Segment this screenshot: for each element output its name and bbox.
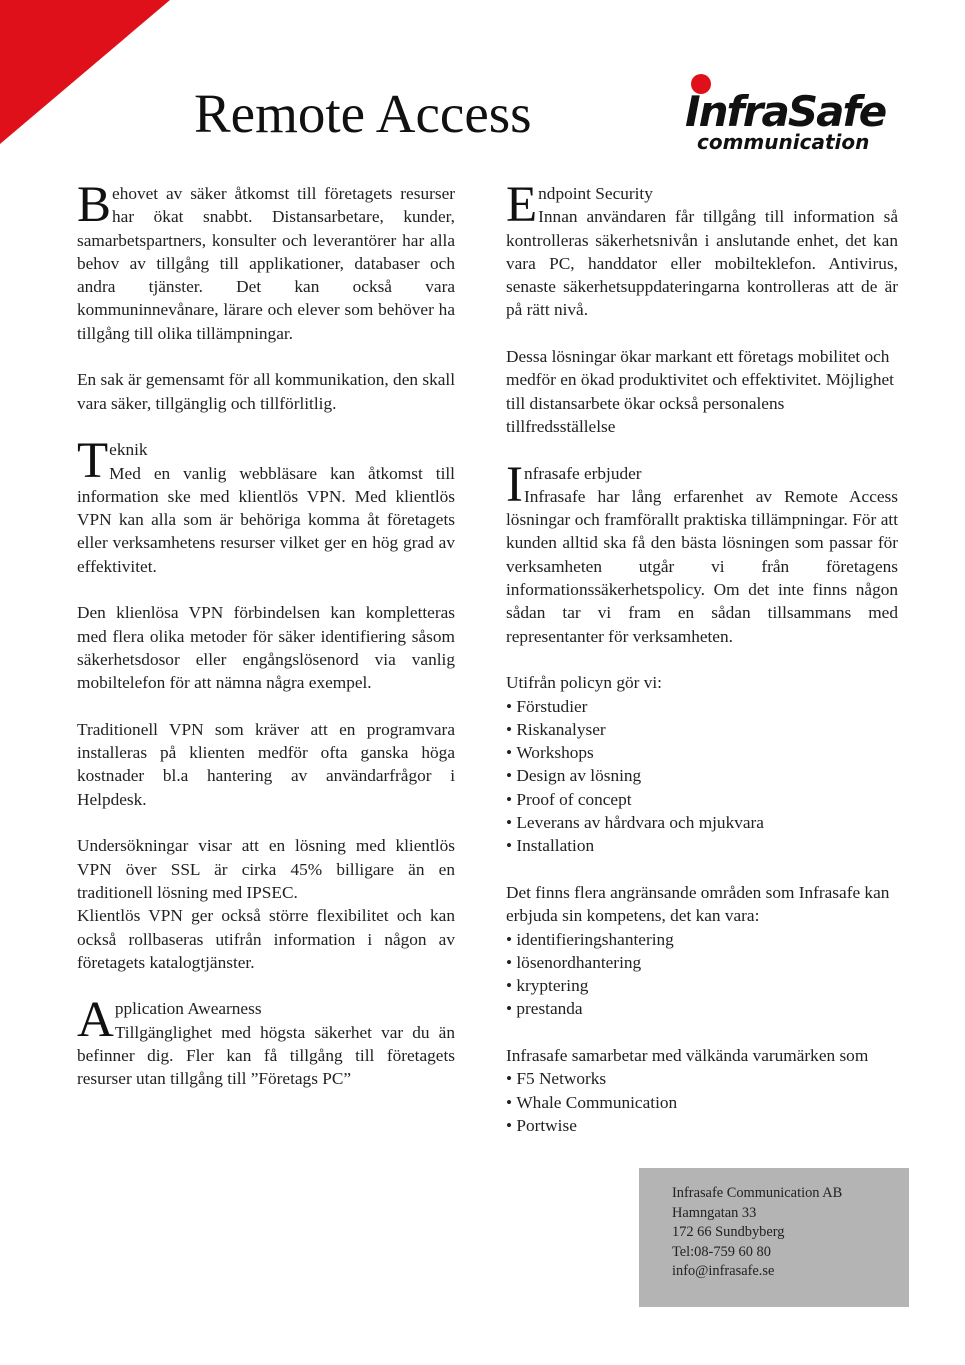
application-dropcap: A (77, 992, 114, 1049)
teknik-text: Med en vanlig webbläsare kan åtkomst till information ske med klientlös VPN. Med klientlös VPN kan alla som är behöriga komma åt företagets eller verksamhetens resurser vilket ger en hög grad av effektivitet. (77, 463, 455, 576)
contact-email[interactable]: info@infrasafe.se (672, 1263, 775, 1280)
undersokningar-text: Undersökningar visar att en lösning med klientlös VPN över SSL är cirka 45% billigare än en traditionell lösning med IPSEC. (77, 836, 455, 902)
list-item: • kryptering (506, 974, 898, 997)
infrasafe-dropcap: I (506, 456, 523, 513)
infrasafe-text: Infrasafe har lång erfarenhet av Remote Access lösningar och framförallt praktiska tillämpningar. För att kunden alltid ska få den bästa lösningen som passar för verksamheten utgår vi från företagens informationssäkerhetspolicy. Om det inte finns någon sådan tar vi fram en sådan tillsammans med representanter för verksamheten. (506, 486, 898, 646)
application-section (77, 992, 455, 1090)
list-item: • Whale Communication (506, 1091, 898, 1114)
intro-dropcap: B (77, 177, 112, 233)
list-item: • Portwise (506, 1114, 898, 1137)
page-title: Remote Access (194, 83, 532, 144)
flexibilitet-paragraph: Klientlös VPN ger också större flexibilitet och kan också rollbaseras utifrån information i någon av företagets katalogtjänster. (77, 906, 455, 972)
application-heading: pplication Awearness (114, 999, 262, 1019)
endpoint-text: Innan användaren får tillgång till information så kontrolleras säkerhetsnivån i anslutande enhet, det kan vara PC, handdator eller mobilteklefon. Antivirus, senaste säkerhetsuppdateringarna kontrolleras att de är på rätt nivå. (506, 207, 898, 320)
teknik-section (77, 433, 455, 578)
teknik-dropcap: T (77, 433, 109, 490)
policy-block (506, 671, 898, 857)
areas-intro: Det finns flera angränsande områden som Infrasafe kan erbjuda sin kompetens, det kan vara: (506, 882, 890, 926)
contact-box (639, 1168, 909, 1307)
endpoint-heading: ndpoint Security (538, 184, 653, 203)
list-item: • Proof of concept (506, 788, 898, 811)
endpoint-dropcap: E (506, 177, 538, 233)
list-item: • Installation (506, 834, 898, 857)
list-item: • identifieringshantering (506, 928, 898, 951)
partners-list (506, 1067, 898, 1137)
red-triangle-shape (0, 0, 170, 144)
areas-block (506, 881, 898, 1021)
infrasafe-heading: nfrasafe erbjuder (523, 463, 642, 483)
undersokningar-paragraph (77, 834, 455, 904)
policy-list (506, 695, 898, 858)
list-item: • Leverans av hårdvara och mjukvara (506, 811, 898, 834)
intro-paragraph (77, 177, 455, 345)
left-column (77, 177, 455, 1091)
list-item: • Workshops (506, 741, 898, 764)
klientlosa-paragraph: Den klienlösa VPN förbindelsen kan kompletteras med flera olika metoder för säker identifiering såsom säkerhetsdosor eller engångslösenord via vanlig mobiltelefon för att nämna några exempel. (77, 603, 455, 693)
partners-block (506, 1044, 898, 1137)
infrasafe-logo (683, 72, 913, 157)
infrasafe-section (506, 456, 898, 648)
contact-city: 172 66 Sundbyberg (672, 1224, 785, 1241)
list-item: • Design av lösning (506, 764, 898, 787)
list-item: • prestanda (506, 997, 898, 1020)
logo-name: InfraSafe (685, 87, 886, 136)
policy-intro: Utifrån policyn gör vi: (506, 673, 662, 693)
contact-phone: Tel:08-759 60 80 (672, 1243, 771, 1260)
traditionell-paragraph: Traditionell VPN som kräver att en programvara installeras på klienten medför ofta ganska höga kostnader bl.a hantering av användarfrågor i Helpdesk. (77, 719, 455, 809)
partners-intro: Infrasafe samarbetar med välkända varumärken som (506, 1045, 869, 1065)
teknik-heading: eknik (109, 440, 148, 460)
application-text: Tillgänglighet med högsta säkerhet var du än befinner dig. Fler kan få tillgång till företagets resurser utan tillgång till ”Företags PC” (77, 1022, 455, 1089)
dessa-paragraph: Dessa lösningar ökar markant ett företags mobilitet och medför en ökad produktivitet och effektivitet. Möjlighet till distansarbete ökar också personalens tillfredsställelse (506, 347, 894, 436)
intro2-paragraph: En sak är gemensamt för all kommunikation, den skall vara säker, tillgänglig och tillförlitlig. (77, 370, 455, 413)
intro-text: ehovet av säker åtkomst till företagets resurser har ökat snabbt. Distansarbetare, kunder, samarbetspartners, konsulter och leverantörer har alla behov av tillgång till applikationer, databaser och andra tjänster. Det kan också vara kommuninnevånare, lärare och elever som behöver ha tillgång till olika tillämpningar. (77, 184, 455, 343)
areas-list (506, 928, 898, 1021)
list-item: • F5 Networks (506, 1067, 898, 1090)
list-item: • Förstudier (506, 695, 898, 718)
list-item: • lösenordhantering (506, 951, 898, 974)
red-corner-triangle (0, 0, 172, 146)
logo-tagline: communication (697, 130, 870, 154)
list-item: • Riskanalyser (506, 718, 898, 741)
right-column (506, 177, 898, 1137)
contact-company: Infrasafe Communication AB (672, 1185, 843, 1201)
endpoint-section (506, 177, 898, 322)
contact-street: Hamngatan 33 (672, 1204, 757, 1221)
